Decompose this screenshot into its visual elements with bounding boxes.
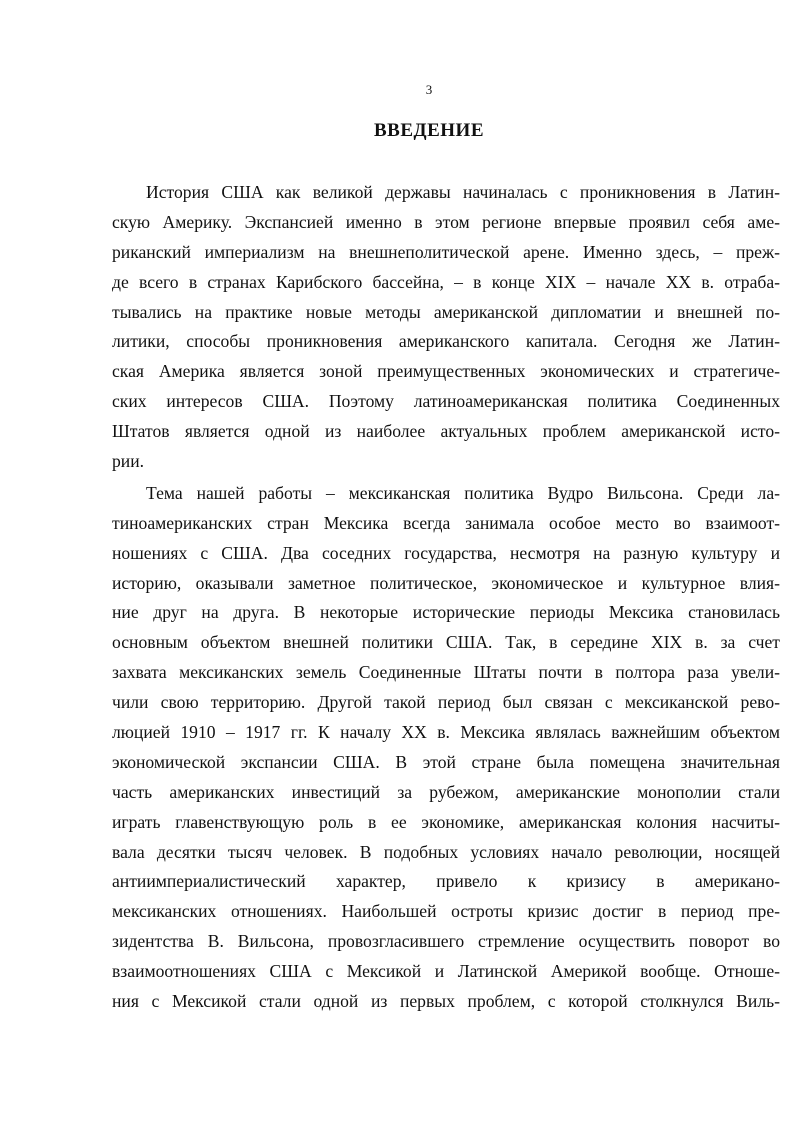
text-line: рии. [112,451,145,472]
text-line: тывались на практике новые методы американской дипломатии и внешней по- [112,301,780,322]
paragraph-2 [112,479,780,1017]
text-line: основным объектом внешней политики США. Так, в середине XIX в. за счет [112,632,780,653]
text-line: мексиканских отношениях. Наибольшей остроты кризис достиг в период пре- [112,901,780,922]
text-line: историю, оказывали заметное политическое, экономическое и культурное влия- [112,572,780,593]
text-line: Штатов является одной из наиболее актуальных проблем американской исто- [112,421,780,442]
text-line: История США как великой державы начиналась с проникновения в Латин- [146,182,780,202]
text-line: антиимпериалистический характер, привело к кризису в американо- [112,871,780,892]
paragraph-1 [112,178,780,477]
text-line: Тема нашей работы – мексиканская политика Вудро Вильсона. Среди ла- [146,482,780,503]
text-line: часть американских инвестиций за рубежом, американские монополии стали [112,781,780,802]
body-text [112,178,780,1017]
text-line: скую Америку. Экспансией именно в этом регионе впервые проявил себя аме- [112,211,780,232]
text-line: тиноамериканских стран Мексика всегда занимала особое место во взаимоот- [112,512,780,533]
text-line: взаимоотношениях США с Мексикой и Латинской Америкой вообще. Отноше- [112,961,780,982]
text-line: захвата мексиканских земель Соединенные Штаты почти в полтора раза увели- [112,662,780,683]
text-line: литики, способы проникновения американского капитала. Сегодня же Латин- [112,331,780,352]
text-line: экономической экспансии США. В этой стране была помещена значительная [112,751,780,772]
text-line: играть главенствующую роль в ее экономике, американская колония насчиты- [112,811,780,832]
text-line: люцией 1910 – 1917 гг. К началу XX в. Мексика являлась важнейшим объектом [112,722,780,743]
text-line: ношениях с США. Два соседних государства, несмотря на разную культуру и [112,542,780,563]
text-line: чили свою территорию. Другой такой период был связан с мексиканской рево- [112,692,780,713]
page-title: ВВЕДЕНИЕ [374,120,484,141]
text-line: ская Америка является зоной преимущественных экономических и стратегиче- [112,361,780,382]
text-line: вала десятки тысяч человек. В подобных условиях начало революции, носящей [112,841,780,862]
text-line: ние друг на друга. В некоторые исторические периоды Мексика становилась [112,602,780,623]
text-line: ния с Мексикой стали одной из первых проблем, с которой столкнулся Виль- [112,991,780,1012]
text-line: ских интересов США. Поэтому латиноамериканская политика Соединенных [112,391,780,412]
text-line: риканский империализм на внешнеполитической арене. Именно здесь, – преж- [112,241,780,262]
text-line: де всего в странах Карибского бассейна, – в конце XIX – начале XX в. отраба- [112,271,780,292]
page-number: 3 [425,82,433,97]
text-line: зидентства В. Вильсона, провозгласившего стремление осуществить поворот во [112,931,780,952]
